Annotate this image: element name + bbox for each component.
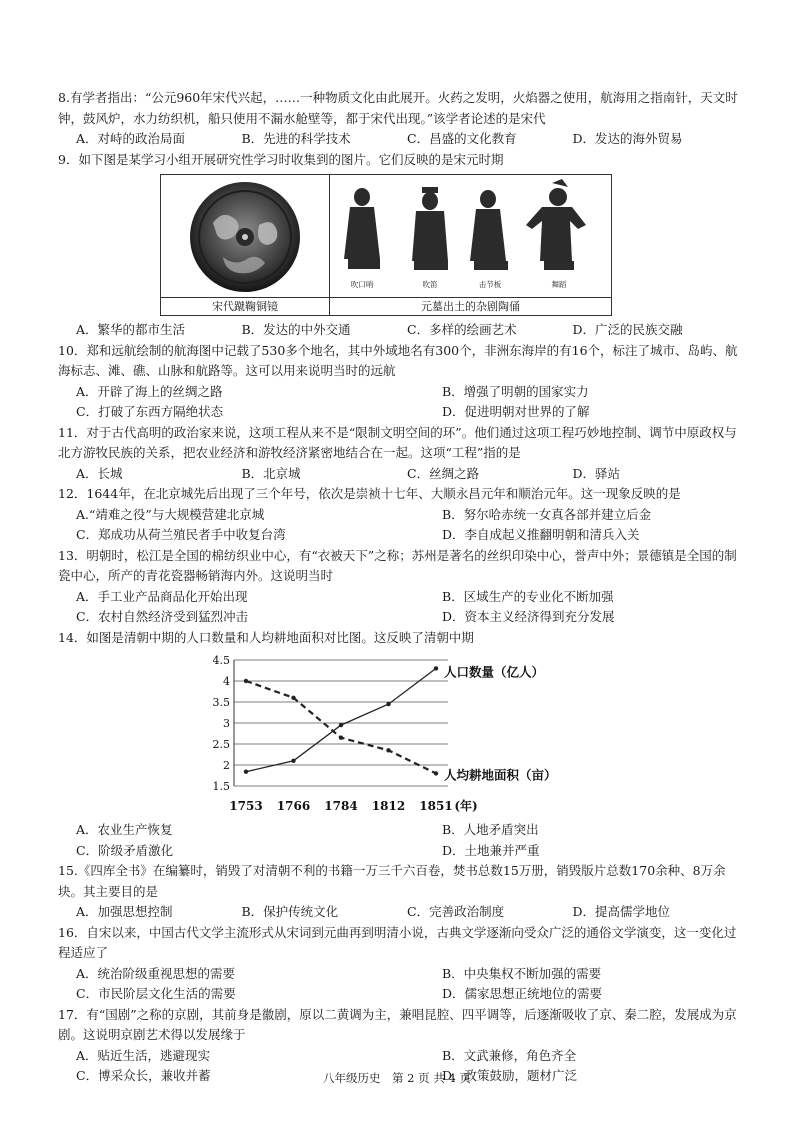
question-stem: 13．明朝时，松江是全国的棉纺织业中心，有“衣被天下”之称；苏州是著名的丝织印染中心，誉声中外；景德镇是全国的制瓷中心，所产的青花瓷器畅销海内外。这说明当时 bbox=[58, 547, 737, 583]
y-tick-label: 1.5 bbox=[212, 780, 230, 793]
question-stem: 12．1644年，在北京城先后出现了三个年号，依次是崇祯十七年、大顺永昌元年和顺治元年。这一现象反映的是 bbox=[58, 486, 681, 501]
x-tick-label: 1766 bbox=[276, 799, 311, 813]
figurine-label-4: 舞蹈 bbox=[551, 280, 567, 289]
page-footer: 八年级历史 第 2 页 共 4 页 bbox=[323, 1071, 471, 1085]
option-d: D．驿站 bbox=[572, 465, 621, 481]
question-options bbox=[58, 320, 738, 341]
question-9 bbox=[58, 150, 738, 341]
x-tick-label: 1784 bbox=[324, 799, 358, 813]
series-line-1 bbox=[246, 668, 436, 771]
x-unit-label: (年) bbox=[454, 799, 478, 813]
figurine-label-2: 吹笛 bbox=[422, 280, 438, 289]
x-tick-label: 1851 bbox=[419, 799, 453, 813]
option-a: A．统治阶级重视思想的需要 bbox=[76, 965, 236, 981]
question-options bbox=[58, 587, 738, 628]
option-b: B．发达的中外交通 bbox=[241, 322, 351, 337]
option-d: D．促进明朝对世界的了解 bbox=[442, 404, 590, 419]
option-b: B．北京城 bbox=[241, 465, 301, 481]
data-point bbox=[386, 748, 390, 752]
data-point bbox=[291, 759, 295, 763]
option-b: B．努尔哈赤统一女真各部并建立后金 bbox=[442, 506, 652, 522]
question-12 bbox=[58, 484, 738, 546]
option-d: D．土地兼并严重 bbox=[442, 842, 540, 858]
data-point bbox=[434, 666, 438, 670]
question-options bbox=[58, 129, 738, 150]
option-c: C．昌盛的文化教育 bbox=[407, 131, 517, 146]
option-d: D．发达的海外贸易 bbox=[572, 131, 683, 146]
y-tick-label: 2.5 bbox=[212, 738, 230, 751]
question-options bbox=[58, 505, 738, 546]
bronze-mirror-panel bbox=[161, 175, 330, 315]
option-c: C．完善政治制度 bbox=[407, 904, 505, 919]
option-b: B．区域生产的专业化不断加强 bbox=[442, 588, 614, 604]
option-c: C．丝绸之路 bbox=[407, 465, 480, 481]
question-stem: 15.《四库全书》在编纂时，销毁了对清朝不利的书籍一万三千六百卷，焚书总数15万册，销毁版片总数170余种、8万余块。其主要目的是 bbox=[58, 863, 726, 899]
question-options bbox=[58, 902, 738, 923]
option-a: A．开辟了海上的丝绸之路 bbox=[76, 383, 223, 399]
option-a: A．加强思想控制 bbox=[76, 904, 173, 919]
option-d: D．广泛的民族交融 bbox=[572, 322, 683, 337]
question-16 bbox=[58, 923, 738, 1005]
question-14 bbox=[58, 628, 738, 862]
figurines-panel bbox=[330, 175, 611, 315]
y-tick-label: 4 bbox=[223, 675, 230, 688]
question-options bbox=[58, 820, 738, 861]
y-tick-label: 4.5 bbox=[212, 654, 230, 667]
question-stem: 8.有学者指出：“公元960年宋代兴起，……一种物质文化由此展开。火药之发明，火焰器之使用，航海用之指南针，天文时钟，鼓风炉，水力纺织机，船只使用不漏水舱壁等，都于宋代出现。”该学者论述的是宋代 bbox=[58, 90, 738, 126]
exam-page bbox=[58, 88, 738, 1087]
data-point bbox=[386, 702, 390, 706]
bronze-mirror-image bbox=[161, 175, 329, 297]
data-point bbox=[291, 696, 295, 700]
y-tick-label: 3.5 bbox=[212, 696, 230, 709]
option-b: B．文武兼修，角色齐全 bbox=[442, 1047, 577, 1063]
option-a: A．农业生产恢复 bbox=[76, 822, 173, 837]
question-11 bbox=[58, 423, 738, 485]
option-a: A．手工业产品商品化开始出现 bbox=[76, 588, 248, 604]
y-tick-label: 2 bbox=[223, 759, 230, 772]
option-d: D．提高儒学地位 bbox=[572, 904, 671, 919]
question-9-figure bbox=[160, 174, 612, 316]
option-d: D．李自成起义推翻明朝和清兵入关 bbox=[442, 527, 640, 542]
option-b: B．先进的科学技术 bbox=[241, 131, 351, 146]
option-b: B．中央集权不断加强的需要 bbox=[442, 965, 602, 981]
question-stem: 11．对于古代高明的政治家来说，这项工程从来不是“限制文明空间的环”。他们通过这项工程巧妙地控制、调节中原政权与北方游牧民族的关系，把农业经济和游牧经济紧密地结合在一起。这项“工程”指的是 bbox=[58, 424, 737, 460]
option-c: C．多样的绘画艺术 bbox=[407, 322, 517, 337]
figurine-label-1: 吹口哨 bbox=[350, 280, 374, 289]
option-a: A．对峙的政治局面 bbox=[76, 131, 186, 146]
y-tick-label: 3 bbox=[223, 717, 230, 730]
question-stem: 16．自宋以来，中国古代文学主流形式从宋词到元曲再到明清小说，古典文学逐渐向受众广泛的通俗文学演变，这一变化过程适应了 bbox=[58, 924, 737, 960]
option-a: A．贴近生活，逃避现实 bbox=[76, 1047, 211, 1063]
question-options bbox=[58, 964, 738, 1005]
option-c: C．博采众长，兼收并蓄 bbox=[76, 1068, 211, 1083]
population-land-chart bbox=[212, 650, 638, 820]
option-c: C．打破了东西方隔绝状态 bbox=[76, 404, 224, 419]
question-options bbox=[58, 464, 738, 485]
option-d: D．资本主义经济得到充分发展 bbox=[442, 609, 615, 624]
data-point bbox=[434, 771, 438, 775]
question-options bbox=[58, 382, 738, 423]
question-8 bbox=[58, 88, 738, 150]
question-stem: 17．有“国剧”之称的京剧，其前身是徽剧，原以二黄调为主，兼唱昆腔、四平调等，后逐渐吸收了京、秦二腔，发展成为京剧。这说明京剧艺术得以发展缘于 bbox=[58, 1006, 737, 1042]
question-10 bbox=[58, 341, 738, 423]
figurines-image bbox=[330, 175, 611, 297]
figure-caption-left: 宋代蹴鞠铜镜 bbox=[161, 297, 329, 315]
option-a: A．长城 bbox=[76, 465, 123, 481]
data-point bbox=[244, 679, 248, 683]
option-b: B．保护传统文化 bbox=[241, 904, 339, 919]
option-a: A．繁华的都市生活 bbox=[76, 322, 186, 337]
line-chart bbox=[212, 650, 638, 820]
series-label-1: 人口数量（亿人） bbox=[444, 664, 545, 680]
option-b: B．人地矛盾突出 bbox=[442, 822, 539, 837]
series-label-2: 人均耕地面积（亩） bbox=[444, 767, 557, 783]
data-point bbox=[244, 770, 248, 774]
data-point bbox=[339, 723, 343, 727]
option-c: C．郑成功从荷兰殖民者手中收复台湾 bbox=[76, 527, 286, 542]
option-a: A.“靖难之役”与大规模营建北京城 bbox=[76, 506, 265, 522]
figure-caption-right: 元墓出土的杂剧陶俑 bbox=[330, 297, 611, 315]
option-c: C．农村自然经济受到猛烈冲击 bbox=[76, 609, 249, 624]
option-b: B．增强了明朝的国家实力 bbox=[442, 383, 589, 399]
option-c: C．阶级矛盾激化 bbox=[76, 842, 174, 858]
x-tick-label: 1753 bbox=[229, 799, 263, 813]
question-stem: 9．如下图是某学习小组开展研究性学习时收集到的图片。它们反映的是宋元时期 bbox=[58, 151, 504, 167]
option-c: C．市民阶层文化生活的需要 bbox=[76, 986, 236, 1001]
option-d: D．儒家思想正统地位的需要 bbox=[442, 986, 603, 1001]
data-point bbox=[339, 736, 343, 740]
option-d: D．政策鼓励，题材广泛 bbox=[442, 1068, 578, 1083]
question-15 bbox=[58, 861, 738, 923]
question-13 bbox=[58, 546, 738, 628]
figurine-label-3: 击节板 bbox=[478, 280, 502, 289]
question-stem: 14．如图是清朝中期的人口数量和人均耕地面积对比图。这反映了清朝中期 bbox=[58, 629, 474, 645]
question-stem: 10．郑和远航绘制的航海图中记载了530多个地名，其中外域地名有300个，非洲东海岸的有16个，标注了城市、岛屿、航海标志、滩、礁、山脉和航路等。这可以用来说明当时的远航 bbox=[58, 342, 738, 378]
x-tick-label: 1812 bbox=[371, 799, 406, 813]
